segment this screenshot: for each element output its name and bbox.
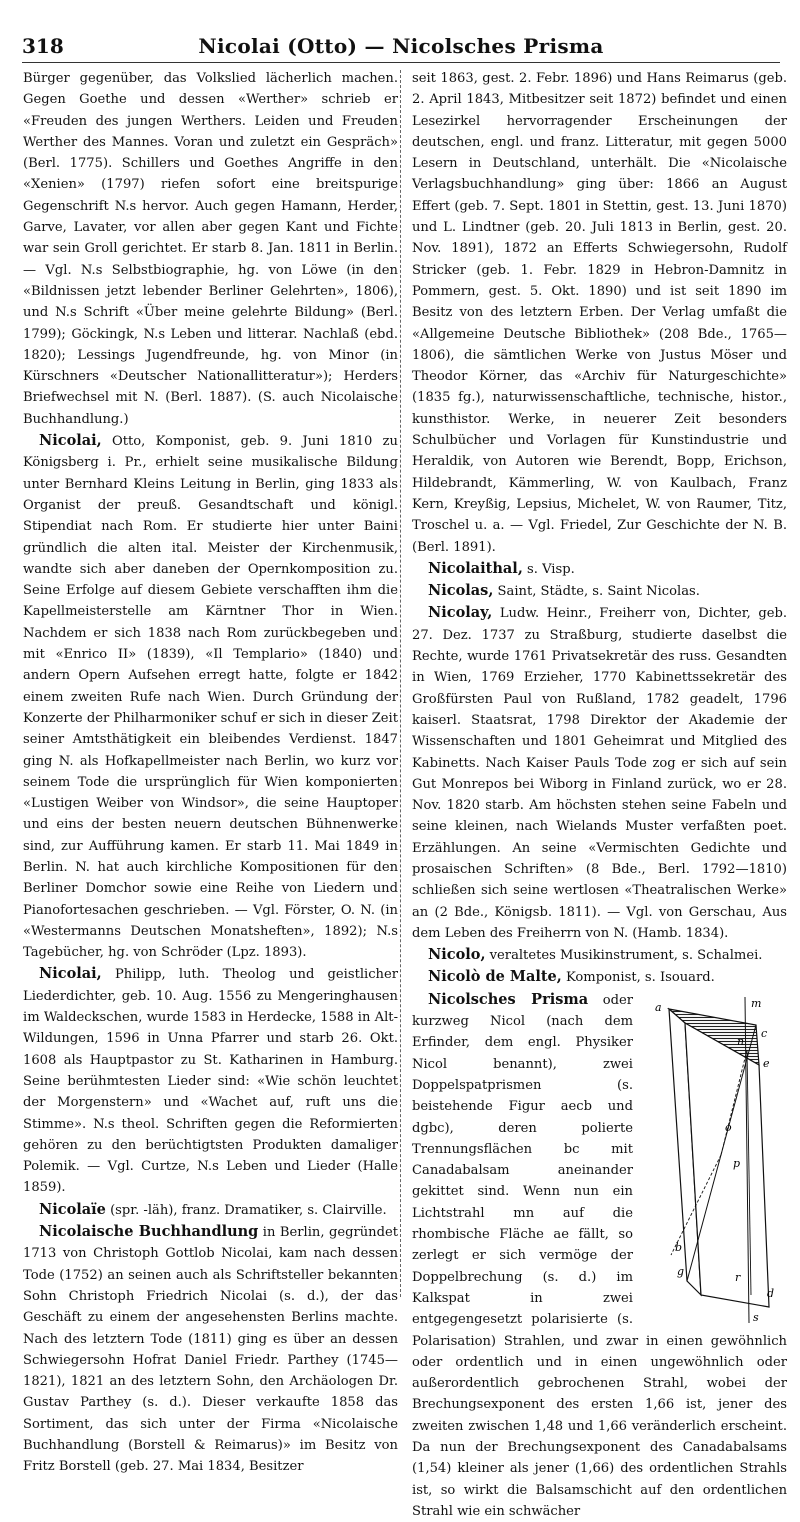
lemma-nicolaische-buchhandlung: Nicolaische Buchhandlung — [39, 1223, 259, 1241]
entry-text: oder kurzweg Nicol (nach dem Erfinder, dem engl. Physiker Nicol benannt), zwei Doppelspatprismen (s. beistehende Figur aecb und dgbc), deren polierte Trennungsflächen bc mit Canadabalsam aneinander gekittet sind. Wenn nun ein Lichtstrahl mn auf die rhombische Fläche ae fällt, so zerlegt er sich vermöge der Doppelbrechung (s. d.) im Kalkspat in zwei entgegengesetzt polarisierte (s. Polarisation) Strahlen, und zwar in einen gewöhnlich oder ordentlich und in einen ungewöhnlich oder außerordentlich gebrochenen Strahl, wobei der Brechungsexponent des ersten 1,66 ist, jener des zweiten zwischen 1,48 und 1,66 veränderlich erscheint. Da nun der Brechungsexponent des Canadabalsams (1,54) kleiner als jener (1,66) des ordentlichen Strahls ist, so wirkt die Balsamschicht auf den ordentlichen Strahl wie ein schwächer — [412, 992, 787, 1519]
page-number: 318 — [22, 34, 64, 58]
left-column — [23, 68, 398, 1478]
figure-label-m: m — [751, 996, 762, 1010]
figure-label-a: a — [655, 1000, 662, 1014]
lemma-nicolaithal: Nicolaithal, — [428, 559, 523, 577]
figure-label-d: d — [767, 1286, 775, 1300]
lemma-nicolo: Nicolo, — [428, 946, 486, 964]
entry-text: Ludw. Heinr., Freiherr von, Dichter, geb. 27. Dez. 1737 zu Straßburg, studierte daselbst die Rechte, wurde 1761 Privatsekretär des russ. Gesandten in Wien, 1769 Erzieher, 1770 Kabinettssekretär des Großfürsten Paul von Rußland, 1782 geadelt, 1796 kaiserl. Staatsrat, 1798 Direktor der Akademie der Wissenschaften und 1801 Geheimrat und Mitglied des Kabinetts. Nach Kaiser Pauls Tode zog er sich auf sein Gut Monrepos bei Wiborg in Finland zurück, wo er 28. Nov. 1820 starb. Am höchsten stehen seine Fabeln und seine kleinen, nach Wielands Muster verfaßten poet. Erzählungen. An seine «Vermischten Gedichte und prosaischen Schriften» (8 Bde., Berl. 1792—1810) schließen sich seine wertlosen «Theatralischen Werke» an (2 Bde., Königsb. 1811). — Vgl. von Gerschau, Aus dem Leben des Freiherrn von N. (Hamb. 1834). — [412, 606, 787, 941]
figure-label-p: p — [733, 1156, 741, 1170]
right-column — [412, 68, 787, 1522]
lemma-nicolaie: Nicolaïe — [39, 1200, 106, 1218]
entry-nicolay — [412, 602, 787, 944]
entry-nicolaie — [23, 1199, 398, 1221]
entry-nicolo — [412, 944, 787, 966]
figure-label-e: e — [763, 1056, 770, 1070]
lemma-nicolai-otto: Nicolai, — [39, 432, 102, 450]
entry-text: Komponist, s. Isouard. — [561, 970, 715, 986]
entry-text: Otto, Komponist, geb. 9. Juni 1810 zu Königsberg i. Pr., erhielt seine musikalische Bildung unter Bernhard Kleins Leitung in Berlin, ging 1833 als Organist der preuß. Gesandtschaft und königl. Stipendiat nach Rom. Er studierte hier unter Baini gründlich die alten ital. Meister der Kirchenmusik, wandte sich aber daneben der Opernkomposition zu. Seine Erfolge auf diesem Gebiete verschafften ihm die Kapellmeisterstelle am Kärntner Thor in Wien. Nachdem er sich 1838 nach Rom zurückbegeben und mit «Enrico II» (1839), «Il Templario» (1840) und andern Opern Aufsehen erregt hatte, folgte er 1842 einem zweiten Rufe nach Wien. Durch Gründung der Konzerte der Philharmoniker schuf er sich in dieser Zeit seiner Amtsthätigkeit ein bleibendes Verdienst. 1847 ging N. als Hofkapellmeister nach Berlin, wo kurz vor seinem Tode die ursprünglich für Wien komponierten «Lustigen Weiber von Windsor», die seine Hauptoper und eins der besten neuern deutschen Bühnenwerke sind, zur Aufführung kamen. Er starb 11. Mai 1849 in Berlin. N. hat auch kirchliche Kompositionen für den Berliner Domchor sowie eine Reihe von Liedern und Pianofortesachen geschrieben. — Vgl. Förster, O. N. (in «Westermanns Deutschen Monatsheften», 1892); N.s Tagebücher, hg. von Schröder (Lpz. 1893). — [23, 434, 398, 961]
running-title: Nicolai (Otto) — Nicolsches Prisma — [198, 34, 604, 58]
lemma-nicolsches-prisma: Nicolsches Prisma — [428, 990, 589, 1008]
figure-label-r: r — [735, 1270, 741, 1284]
figure-label-o: o — [725, 1120, 732, 1134]
column-divider — [400, 70, 401, 1297]
figure-label-g: g — [677, 1264, 685, 1278]
prism-figure — [641, 995, 787, 1325]
entry-nicolas — [412, 580, 787, 602]
lemma-nicolay: Nicolay, — [428, 604, 493, 622]
entry-nicolai-philipp — [23, 963, 398, 1198]
figure-label-c: c — [761, 1026, 768, 1040]
lemma-nicolai-philipp: Nicolai, — [39, 965, 102, 983]
continued-entry-text: Bürger gegenüber, das Volkslied lächerlich machen. Gegen Goethe und dessen «Werther» schrieb er «Freuden des jungen Werthers. Leiden und Freuden Werther des Mannes. Voran und zuletzt ein Gespräch» (Berl. 1775). Schillers und Goethes Angriffe in den «Xenien» (1797) riefen sofort eine breitspurige Gegenschrift N.s hervor. Auch gegen Hamann, Herder, Garve, Lavater, vor allen aber gegen Kant und Fichte war sein Groll gerichtet. Er starb 8. Jan. 1811 in Berlin. — Vgl. N.s Selbstbiographie, hg. von Löwe (in den «Bildnissen jetzt lebender Berliner Gelehrten», 1806), und N.s Schrift «Über meine gelehrte Bildung» (Berl. 1799); Göckingk, N.s Leben und litterar. Nachlaß (ebd. 1820); Lessings Jugendfreunde, hg. von Minor (in Kürschners «Deutscher Nationallitteratur»); Herders Briefwechsel mit N. (Berl. 1887). (S. auch Nicolaische Buchhandlung.) — [23, 71, 398, 427]
entry-text: (spr. -läh), franz. Dramatiker, s. Clairville. — [105, 1202, 387, 1218]
entry-nicolsches-prisma-block — [412, 989, 787, 1522]
entry-nicolo-de-malte — [412, 966, 787, 988]
entry-nicolaithal — [412, 558, 787, 580]
entry-text: veraltetes Musikinstrument, s. Schalmei. — [485, 948, 763, 964]
entry-text: s. Visp. — [522, 561, 575, 577]
page-header — [22, 30, 780, 63]
entry-text: Philipp, luth. Theolog und geistlicher Liederdichter, geb. 10. Aug. 1556 zu Mengeringhausen im Waldeckschen, wurde 1583 in Herdecke, 1588 in Alt-Wildungen, 1596 in Unna Pfarrer und starb 26. Okt. 1608 als Hauptpastor zu St. Katharinen in Hamburg. Seine berühmtesten Lieder sind: «Wie schön leuchtet der Morgenstern» und «Wachet auf, ruft uns die Stimme». N.s theol. Schriften gegen die Reformierten gehören zu den berüchtigtsten Produkten damaliger Polemik. — Vgl. Curtze, N.s Leben und Lieder (Halle 1859). — [23, 967, 398, 1196]
continued-entry-text: seit 1863, gest. 2. Febr. 1896) und Hans Reimarus (geb. 2. April 1843, Mitbesitzer seit 1872) befindet und einen Lesezirkel hervorragender Erscheinungen der deutschen, engl. und franz. Litteratur, mit gegen 5000 Lesern in Deutschland, unterhält. Die «Nicolaische Verlagsbuchhandlung» ging über: 1866 an August Effert (geb. 7. Sept. 1801 in Stettin, gest. 13. Juni 1870) und L. Lindtner (geb. 20. Juli 1813 in Berlin, gest. 20. Nov. 1891), 1872 an Efferts Schwiegersohn, Rudolf Stricker (geb. 1. Febr. 1829 in Hebron-Damnitz in Pommern, gest. 5. Okt. 1890) und ist seit 1890 im Besitz von des letztern Erben. Der Verlag umfaßt die «Allgemeine Deutsche Bibliothek» (208 Bde., 1765—1806), die sämtlichen Werke von Justus Möser und Theodor Körner, das «Archiv für Naturgeschichte» (1835 fg.), naturwissenschaftliche, technische, histor., kunsthistor. Werke, in neuerer Zeit besonders Schulbücher und Vorlagen für Kunstindustrie und Heraldik, von Autoren wie Berendt, Bopp, Erichson, Hildebrandt, Kämmerling, W. von Kaulbach, Franz Kern, Kreyßig, Lepsius, Michelet, W. von Raumer, Titz, Troschel u. a. — Vgl. Friedel, Zur Geschichte der N. B. (Berl. 1891). — [412, 71, 787, 555]
figure-label-n: n — [737, 1034, 745, 1048]
entry-text: in Berlin, gegründet 1713 von Christoph Gottlob Nicolai, kam nach dessen Tode (1752) an seinen auch als Schriftsteller bekannten Sohn Christoph Friedrich Nicolai (s. d.), der das Geschäft zu einem der angesehensten Berlins machte. Nach des letztern Tode (1811) ging es über an dessen Schwiegersohn Hofrat Daniel Friedr. Parthey (1745—1821), 1821 an des letztern Sohn, den Archäologen Dr. Gustav Parthey (s. d.). Dieser verkaufte 1858 das Sortiment, das sich unter der Firma «Nicolaische Buchhandlung (Borstell & Reimarus)» im Besitz von Fritz Borstell (geb. 27. Mai 1834, Besitzer — [23, 1225, 398, 1475]
figure-label-b: b — [675, 1240, 683, 1254]
prism-diagram — [641, 995, 787, 1325]
entry-nicolai-otto — [23, 430, 398, 963]
entry-nicolaische-buchhandlung — [23, 1221, 398, 1478]
figure-label-s: s — [753, 1310, 759, 1324]
lemma-nicolas: Nicolas, — [428, 582, 494, 600]
lemma-nicolo-de-malte: Nicolò de Malte, — [428, 968, 562, 986]
entry-text: Saint, Städte, s. Saint Nicolas. — [493, 584, 700, 600]
